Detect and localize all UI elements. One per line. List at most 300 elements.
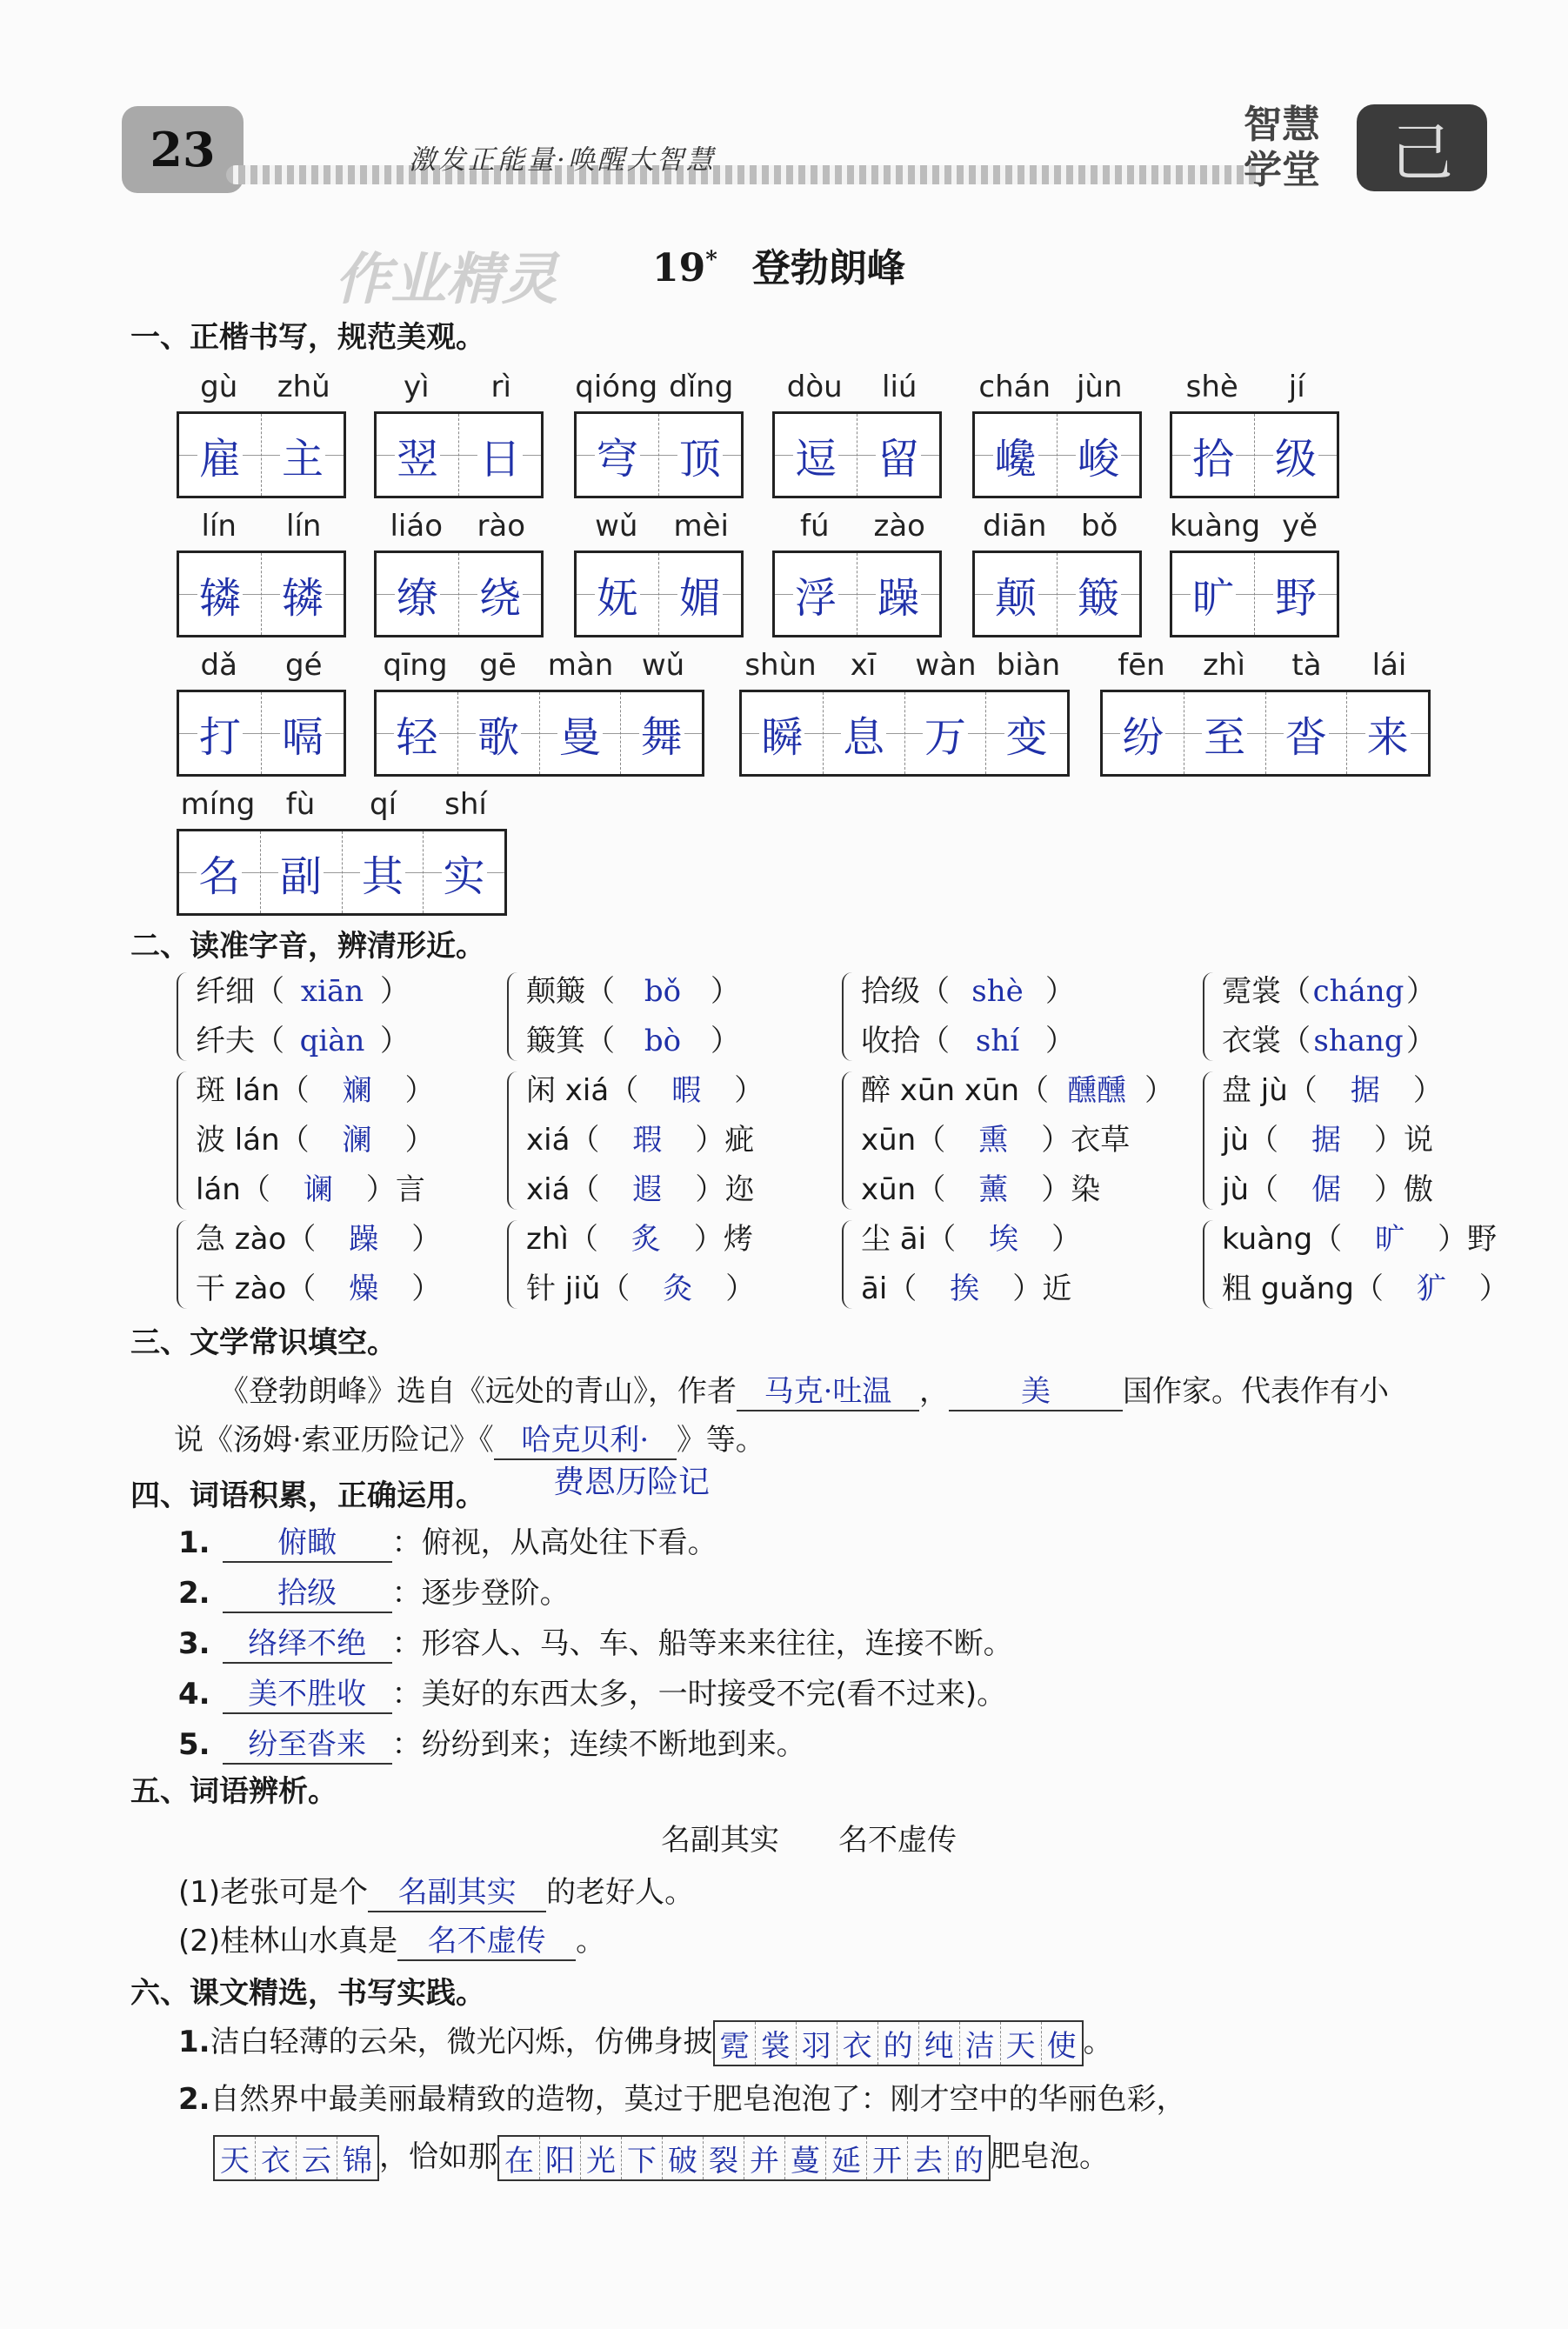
pronunciation-text: 斑 lán（ [196,1073,310,1108]
pinyin: biàn [996,648,1061,683]
grid-cell [261,831,343,913]
pronunciation-group [1222,1215,1509,1314]
pinyin-row [1170,509,1339,547]
answer-character: 羽 [797,2022,837,2065]
grid-cell [424,831,504,913]
handwritten-character: 翌 [395,425,440,485]
pronunciation-text: 颠簸（ [526,974,615,1009]
section-3-heading: 三、文学常识填空。 [130,1325,397,1360]
handwritten-character: 雇 [197,425,243,485]
pinyin: dǎ [200,648,237,683]
vocab-item [178,1569,570,1613]
pronunciation-text: 粗 guǎng（ [1222,1271,1384,1306]
answer-character: 破 [663,2137,704,2179]
pronunciation-group [1222,1066,1443,1215]
pinyin-row [177,370,346,408]
grid-cell [458,692,540,774]
pronunciation-text: xūn（ [861,1172,946,1207]
handwritten-character: 瞬 [759,704,804,764]
q2-text-a: (2)桂林山水真是 [178,1924,398,1959]
word-grid [177,370,346,493]
author-answer: 马克·吐温 [737,1367,919,1411]
pinyin: shè [1185,370,1238,404]
country-answer: 美 [949,1367,1123,1411]
section-6-heading: 六、课文精选，书写实践。 [130,1976,485,2011]
pronunciation-group [861,967,1075,1066]
pinyin: qióng [575,370,658,404]
pronunciation-item [1222,1116,1443,1165]
answer-character: 云 [297,2137,337,2179]
answer-character: 裳 [756,2022,797,2065]
vocab-answer: 络绎不绝 [223,1619,392,1664]
character-grid [972,551,1142,637]
pinyin: zhǔ [277,370,330,404]
pronunciation-group [526,967,740,1066]
character-grid [739,690,1070,777]
lit-text-4: 》等。 [676,1423,765,1458]
pronunciation-answer: 斓 [342,1073,372,1108]
pronunciation-text: 尘 āi（ [861,1222,957,1257]
excerpt-q2-answer-box-2 [497,2135,991,2181]
pronunciation-group [861,1215,1081,1314]
pronunciation-text: kuàng（ [1222,1222,1343,1257]
grid-cell [179,692,262,774]
pronunciation-text: xiá（ [526,1123,600,1158]
answer-character: 洁 [960,2022,1001,2065]
lit-text-2: 国作家。代表作有小 [1123,1374,1389,1409]
handwritten-character: 拾 [1191,425,1236,485]
pronunciation-text: 急 zào（ [196,1222,317,1257]
handwritten-character: 主 [280,425,325,485]
lesson-name: 登勃朗峰 [751,246,905,290]
answer-character: 在 [499,2137,540,2179]
pinyin-row [374,648,704,686]
pronunciation-text: ） [1412,1073,1443,1108]
grid-cell [857,553,939,635]
pronunciation-answer: shang [1313,1024,1404,1058]
handwritten-character: 颠 [993,564,1038,624]
pronunciation-text: ） [380,1024,410,1058]
pinyin: lái [1371,648,1407,683]
word-grid [972,370,1142,493]
answer-character: 延 [826,2137,867,2179]
grid-cell [775,414,857,496]
pronunciation-item [861,1215,1081,1265]
excerpt-q2-mid: ，恰如那 [379,2139,497,2174]
word-grid [374,648,704,771]
character-grid [972,411,1142,498]
q1-text-b: 的老好人。 [546,1875,695,1910]
pronunciation-group [196,1066,435,1215]
character-grid [177,690,346,777]
excerpt-q1-end: 。 [1083,2025,1113,2059]
pronunciation-group [526,1215,755,1314]
pronunciation-text: ）说 [1374,1123,1433,1158]
pronunciation-group [861,1066,1174,1215]
pinyin: dǐng [669,370,734,404]
pronunciation-text: 簸箕（ [526,1024,615,1058]
pronunciation-answer: 据 [1311,1123,1341,1158]
grid-cell [1172,414,1255,496]
word-grid [1170,509,1339,632]
grid-cell [377,553,459,635]
pronunciation-text: ） [1045,1024,1075,1058]
pinyin: màn [547,648,614,683]
word-grid [177,648,346,771]
brace [842,1220,856,1309]
pronunciation-item [196,1066,435,1116]
distinguish-q2 [178,1917,605,1961]
grid-cell [1184,692,1266,774]
pronunciation-text: ） [404,1123,435,1158]
pinyin: wàn [915,648,977,683]
vocab-answer: 美不胜收 [223,1670,392,1714]
handwritten-character: 留 [876,425,921,485]
pronunciation-answer: 灸 [663,1271,693,1306]
pronunciation-text: 醉 xūn xūn（ [861,1073,1050,1108]
pronunciation-item [196,1165,435,1215]
pronunciation-text: ） [711,1024,740,1058]
pronunciation-answer: 旷 [1375,1222,1405,1257]
grid-cell [905,692,987,774]
character-grid [177,411,346,498]
grid-cell [659,414,741,496]
brand-logo: 智慧学堂 [1244,103,1320,192]
q2-text-b: 。 [576,1924,606,1959]
pronunciation-item [861,1165,1174,1215]
excerpt-q2-text: 自然界中最美丽最精致的造物，莫过于肥皂泡泡了：刚才空中的华丽色彩， [210,2082,1186,2117]
pinyin-row [177,787,507,825]
pinyin: mèi [673,509,729,544]
pronunciation-item [861,967,1075,1017]
answer-character: 下 [622,2137,663,2179]
brace [177,1071,190,1210]
grid-cell [775,553,857,635]
grid-cell [577,553,659,635]
excerpt-q1-number: 1. [178,2025,210,2059]
pronunciation-text: lán（ [196,1172,270,1207]
excerpt-q2-answer-box-1 [213,2135,379,2181]
vocab-number: 2. [178,1576,210,1611]
handwritten-character: 簸 [1076,564,1121,624]
answer-character: 去 [908,2137,949,2179]
pinyin: jí [1288,370,1305,404]
pinyin: lín [286,509,322,544]
excerpt-q2-end: 肥皂泡。 [991,2139,1109,2174]
pronunciation-text: ） [411,1222,442,1257]
handwritten-character: 日 [477,425,523,485]
brace [1203,1071,1217,1210]
pinyin-row [972,509,1142,547]
pronunciation-text: ） [1051,1222,1082,1257]
brace [177,1220,190,1309]
pronunciation-text: ） [380,974,410,1009]
grid-cell [459,414,541,496]
vocab-number: 4. [178,1677,210,1712]
pronunciation-answer: 暇 [671,1073,702,1108]
grid-cell [459,553,541,635]
character-grid [772,551,942,637]
pronunciation-item [526,1017,740,1066]
pinyin: yě [1282,509,1318,544]
page-number: 23 [122,106,244,193]
pinyin-row [177,648,346,686]
pronunciation-text: ）烤 [693,1222,753,1257]
watermark: 作业精灵 [335,248,557,312]
pronunciation-text: ） [1406,974,1436,1009]
handwritten-character: 妩 [595,564,640,624]
literature-question-line2 [174,1416,765,1460]
pronunciation-answer: 薰 [978,1172,1009,1207]
distinguish-q1 [178,1868,694,1912]
brace [842,972,856,1061]
answer-character: 霓 [715,2022,756,2065]
lit-comma: ， [919,1374,949,1409]
answer-character: 天 [215,2137,256,2179]
pronunciation-answer: 澜 [342,1123,372,1158]
vocab-answer: 拾级 [223,1569,392,1613]
pronunciation-text: jù（ [1222,1123,1278,1158]
handwritten-character: 万 [923,704,968,764]
lesson-title [652,237,905,292]
pinyin: diān [983,509,1047,544]
pronunciation-group [526,1066,764,1215]
pronunciation-text: āi（ [861,1271,917,1306]
pinyin-row [574,370,744,408]
character-grid [772,411,942,498]
brace [1203,972,1217,1061]
grid-cell [1172,553,1255,635]
pronunciation-answer: 躁 [349,1222,379,1257]
answer-character: 纯 [919,2022,960,2065]
pronunciation-answer: 谰 [303,1172,333,1207]
grid-cell [1347,692,1428,774]
pinyin: zhì [1203,648,1245,683]
pinyin-row [739,648,1070,686]
word-grid [772,370,942,493]
pronunciation-item [526,1265,755,1314]
brace [842,1071,856,1210]
vocab-answer: 俯瞰 [223,1518,392,1563]
handwritten-character: 辚 [280,564,325,624]
grid-cell [986,692,1067,774]
grid-cell [262,553,344,635]
word-grid [574,370,744,493]
handwritten-character: 至 [1202,704,1247,764]
brace [507,972,521,1061]
handwritten-character: 沓 [1284,704,1329,764]
pronunciation-text: xūn（ [861,1123,946,1158]
excerpt-q2 [178,2075,1186,2118]
pinyin-row [772,509,942,547]
pinyin: rì [490,370,511,404]
vocab-definition: ：逐步登阶。 [391,1576,570,1611]
pronunciation-text: 盘 jù（ [1222,1073,1318,1108]
word-grid [574,509,744,632]
grid-cell [1255,553,1337,635]
grid-cell [179,831,261,913]
grid-cell [179,553,262,635]
character-grid [374,411,544,498]
pronunciation-answer: xiān [300,974,364,1009]
pronunciation-text: ）傲 [1374,1172,1433,1207]
handwritten-character: 舞 [639,704,684,764]
pronunciation-answer: 埃 [989,1222,1019,1257]
word-grid [374,370,544,493]
character-grid [574,551,744,637]
answer-character: 阳 [540,2137,581,2179]
grid-cell [377,692,458,774]
header-slogan: 激发正能量·唤醒大智慧 [409,144,716,176]
grid-cell [824,692,905,774]
vocab-definition: ：俯视，从高处往下看。 [391,1525,717,1560]
grid-cell [262,692,344,774]
brace [1203,1220,1217,1309]
word-grid [772,509,942,632]
pronunciation-text: ） [1478,1271,1509,1306]
pronunciation-answer: bǒ [644,974,682,1009]
vocab-definition: ：形容人、马、车、船等来来往往，连接不断。 [391,1626,1013,1661]
handwritten-character: 缭 [395,564,440,624]
handwritten-character: 级 [1273,425,1318,485]
word-grid [177,509,346,632]
vocab-item [178,1670,1006,1714]
handwritten-character: 辚 [197,564,243,624]
handwritten-character: 变 [1004,704,1050,764]
pinyin-row [1100,648,1431,686]
pinyin: míng [180,787,256,822]
pronunciation-text: 干 zào（ [196,1271,317,1306]
excerpt-q1-answer-box [713,2020,1084,2066]
vocab-number: 5. [178,1727,210,1762]
pinyin: xī [850,648,877,683]
handwritten-character: 歌 [476,704,521,764]
handwritten-character: 实 [442,843,487,903]
pronunciation-text: ） [411,1271,442,1306]
pronunciation-text: 衣裳（ [1222,1024,1311,1058]
pronunciation-item [526,1066,764,1116]
distinguish-words: 名副其实 名不虚传 [661,1823,957,1858]
q1-text-a: (1)老张可是个 [178,1875,369,1910]
pinyin-row [1170,370,1339,408]
excerpt-q1-text: 洁白轻薄的云朵，微光闪烁，仿佛身披 [210,2025,713,2059]
pronunciation-text: xiá（ [526,1172,600,1207]
vocab-number: 1. [178,1525,210,1560]
handwritten-character: 息 [841,704,886,764]
pronunciation-group [196,967,410,1066]
vocab-definition: ：美好的东西太多，一时接受不完(看不过来)。 [391,1677,1007,1712]
handwritten-character: 绕 [477,564,523,624]
pronunciation-group [196,1215,441,1314]
handwritten-character: 峻 [1076,425,1121,485]
character-grid [177,829,507,916]
pronunciation-item [1222,1017,1436,1066]
handwritten-character: 浮 [793,564,838,624]
pronunciation-item [861,1017,1075,1066]
lesson-mark: * [705,247,717,274]
pinyin: kuàng [1170,509,1261,544]
section-2-heading: 二、读准字音，辨清形近。 [130,929,485,964]
pronunciation-item [526,1165,764,1215]
pinyin-row [972,370,1142,408]
pinyin: chán [978,370,1051,404]
answer-character: 衣 [256,2137,297,2179]
pronunciation-text: 纤夫（ [196,1024,284,1058]
pronunciation-answer: 犷 [1416,1271,1446,1306]
pronunciation-answer: shè [971,974,1024,1009]
pinyin: jùn [1076,370,1123,404]
pronunciation-item [1222,1215,1509,1265]
grid-cell [577,414,659,496]
grid-cell [1266,692,1348,774]
pronunciation-answer: 醺醺 [1067,1073,1127,1108]
pronunciation-text: ）疵 [695,1123,755,1158]
pinyin: shùn [744,648,817,683]
pinyin: gē [479,648,517,683]
answer-character: 开 [867,2137,908,2179]
pronunciation-answer: 挨 [950,1271,980,1306]
handwritten-character: 轻 [394,704,439,764]
pinyin: liáo [390,509,444,544]
handwritten-character: 巉 [993,425,1038,485]
pinyin: fù [285,787,316,822]
pronunciation-text: ） [711,974,740,1009]
pinyin: qīng [383,648,448,683]
pronunciation-text: ）迩 [695,1172,755,1207]
pronunciation-answer: qiàn [299,1024,365,1058]
vocab-answer: 纷至沓来 [223,1720,392,1765]
pronunciation-item [196,967,410,1017]
handwritten-character: 曼 [557,704,603,764]
grid-cell [1058,553,1139,635]
answer-character: 光 [581,2137,622,2179]
pronunciation-item [861,1265,1081,1314]
excerpt-q2-number: 2. [178,2082,210,2117]
pronunciation-text: ）野 [1438,1222,1498,1257]
grid-cell [742,692,824,774]
pronunciation-answer: cháng [1312,974,1405,1009]
pinyin-row [177,509,346,547]
word-grid [972,509,1142,632]
word-grid [177,787,507,911]
pinyin: fú [799,509,830,544]
handwritten-character: 逗 [793,425,838,485]
work-answer: 哈克贝利· [494,1416,677,1460]
grid-cell [262,414,344,496]
character-grid [1170,411,1339,498]
pronunciation-group [1222,967,1436,1066]
pronunciation-item [526,1116,764,1165]
pronunciation-text: ）衣草 [1041,1123,1131,1158]
handwritten-character: 来 [1365,704,1411,764]
pronunciation-item [196,1017,410,1066]
q2-answer: 名不虚传 [397,1917,576,1961]
answer-character: 的 [954,2144,984,2179]
pronunciation-item [196,1215,441,1265]
handwritten-character: 嗝 [280,704,325,764]
pronunciation-answer: 炙 [631,1222,661,1257]
handwritten-character: 顶 [677,425,723,485]
pinyin: shí [444,787,487,822]
brace [507,1071,521,1210]
pronunciation-text: ）近 [1012,1271,1072,1306]
answer-character: 并 [744,2137,785,2179]
pronunciation-text: 拾级（ [861,974,950,1009]
pinyin-row [374,370,544,408]
pinyin: tà [1291,648,1322,683]
grid-cell [1058,414,1139,496]
character-grid [374,690,704,777]
